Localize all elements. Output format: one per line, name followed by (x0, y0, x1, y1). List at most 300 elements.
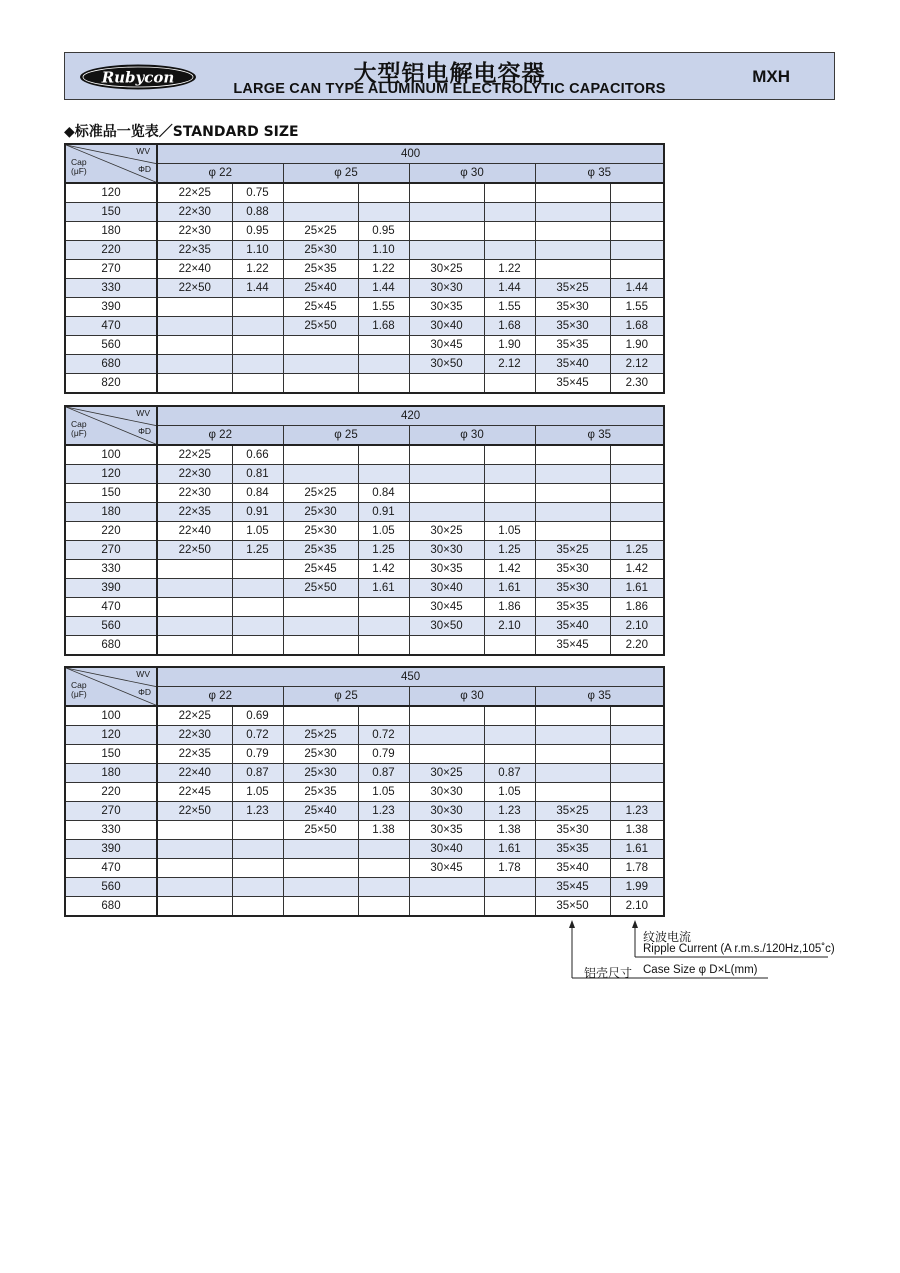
ripple-current-cell: 1.44 (610, 279, 664, 298)
ripple-current-cell (232, 821, 283, 840)
diameter-header: φ 35 (535, 164, 664, 184)
table-row (65, 279, 664, 298)
case-size-cell: 22×50 (157, 279, 232, 298)
capacitance-cell: 470 (65, 598, 157, 617)
cap-label: Cap (μF) (71, 680, 87, 699)
capacitance-cell: 100 (65, 445, 157, 465)
capacitance-cell: 120 (65, 465, 157, 484)
table-row (65, 560, 664, 579)
ripple-current-cell: 0.91 (358, 503, 409, 522)
capacitance-cell: 330 (65, 560, 157, 579)
diameter-header: φ 35 (535, 426, 664, 446)
case-size-cell (535, 222, 610, 241)
diameter-label: ΦD (138, 164, 151, 174)
case-size-cell: 25×25 (283, 222, 358, 241)
capacitance-cell: 390 (65, 840, 157, 859)
case-size-cell: 22×25 (157, 445, 232, 465)
ripple-current-cell (484, 636, 535, 656)
ripple-current-cell: 1.05 (484, 522, 535, 541)
case-size-cell (283, 897, 358, 917)
ripple-current-cell: 1.55 (358, 298, 409, 317)
ripple-current-cell: 0.84 (232, 484, 283, 503)
case-size-label-en: Case Size φ D×L(mm) (643, 964, 758, 976)
case-size-cell (157, 336, 232, 355)
capacitance-cell: 390 (65, 298, 157, 317)
case-size-cell: 30×45 (409, 336, 484, 355)
ripple-current-cell: 0.75 (232, 183, 283, 203)
table-row (65, 617, 664, 636)
case-size-cell: 30×25 (409, 260, 484, 279)
table-row (65, 802, 664, 821)
ripple-current-cell: 1.86 (484, 598, 535, 617)
ripple-current-cell (358, 598, 409, 617)
ripple-current-cell: 1.90 (610, 336, 664, 355)
case-size-cell: 30×30 (409, 802, 484, 821)
ripple-current-cell: 0.88 (232, 203, 283, 222)
case-size-cell (283, 445, 358, 465)
ripple-current-cell (610, 203, 664, 222)
case-size-cell (409, 636, 484, 656)
table-row (65, 298, 664, 317)
ripple-current-cell (610, 445, 664, 465)
diameter-label: ΦD (138, 687, 151, 697)
logo-text: Rubycon (101, 68, 175, 87)
case-size-cell: 25×30 (283, 503, 358, 522)
case-size-cell (535, 260, 610, 279)
ripple-current-cell: 1.42 (610, 560, 664, 579)
case-size-cell (283, 878, 358, 897)
ripple-current-cell (358, 636, 409, 656)
case-size-cell (535, 465, 610, 484)
ripple-current-cell (484, 897, 535, 917)
ripple-current-cell: 1.44 (358, 279, 409, 298)
ripple-current-cell: 1.42 (358, 560, 409, 579)
ripple-current-cell (232, 336, 283, 355)
capacitance-cell: 470 (65, 859, 157, 878)
wv-value: 420 (157, 406, 664, 426)
table-row (65, 183, 664, 203)
ripple-current-cell: 1.61 (358, 579, 409, 598)
ripple-current-cell (484, 878, 535, 897)
ripple-current-cell (358, 445, 409, 465)
spec-table-420v (64, 405, 665, 656)
case-size-arrow-icon (569, 920, 575, 928)
ripple-current-cell: 1.23 (232, 802, 283, 821)
ripple-current-cell: 0.79 (358, 745, 409, 764)
ripple-current-cell (610, 222, 664, 241)
ripple-current-cell: 0.69 (232, 706, 283, 726)
case-size-cell (283, 374, 358, 394)
table-row (65, 840, 664, 859)
ripple-current-cell (358, 465, 409, 484)
ripple-current-cell: 1.44 (232, 279, 283, 298)
diameter-header: φ 22 (157, 687, 283, 707)
case-size-cell: 35×35 (535, 336, 610, 355)
case-size-cell: 25×40 (283, 279, 358, 298)
case-size-cell: 25×30 (283, 241, 358, 260)
case-size-cell: 30×40 (409, 840, 484, 859)
case-size-cell (535, 726, 610, 745)
ripple-current-cell (358, 203, 409, 222)
ripple-current-cell (358, 336, 409, 355)
case-size-cell: 30×30 (409, 783, 484, 802)
case-size-cell: 22×35 (157, 503, 232, 522)
ripple-current-cell (484, 445, 535, 465)
ripple-current-cell: 0.87 (232, 764, 283, 783)
table-row (65, 484, 664, 503)
corner-header (65, 406, 157, 445)
diameter-header: φ 25 (283, 426, 409, 446)
ripple-current-cell: 0.72 (358, 726, 409, 745)
ripple-current-cell: 1.61 (484, 840, 535, 859)
case-size-cell: 25×45 (283, 560, 358, 579)
ripple-current-cell (232, 878, 283, 897)
case-size-cell: 30×40 (409, 317, 484, 336)
ripple-current-cell: 1.42 (484, 560, 535, 579)
ripple-current-cell (610, 183, 664, 203)
case-size-cell (409, 878, 484, 897)
capacitance-cell: 150 (65, 203, 157, 222)
capacitance-cell: 820 (65, 374, 157, 394)
ripple-current-cell (610, 241, 664, 260)
capacitance-cell: 120 (65, 183, 157, 203)
capacitance-cell: 330 (65, 821, 157, 840)
diameter-label: ΦD (138, 426, 151, 436)
case-size-cell (535, 183, 610, 203)
capacitance-cell: 270 (65, 260, 157, 279)
ripple-current-cell (358, 374, 409, 394)
ripple-current-cell: 2.10 (610, 897, 664, 917)
ripple-current-cell (232, 859, 283, 878)
table-row (65, 541, 664, 560)
ripple-current-cell (610, 522, 664, 541)
case-size-cell (409, 241, 484, 260)
capacitance-cell: 150 (65, 484, 157, 503)
title-chinese: 大型铝电解电容器 (353, 61, 546, 87)
case-size-cell: 25×35 (283, 783, 358, 802)
case-size-cell (409, 897, 484, 917)
case-size-cell: 35×30 (535, 560, 610, 579)
ripple-current-cell: 1.25 (484, 541, 535, 560)
case-size-cell: 35×40 (535, 617, 610, 636)
ripple-current-cell: 1.99 (610, 878, 664, 897)
table-row (65, 465, 664, 484)
ripple-current-cell: 1.23 (358, 802, 409, 821)
case-size-cell: 35×45 (535, 878, 610, 897)
case-size-cell: 22×40 (157, 764, 232, 783)
capacitance-cell: 180 (65, 503, 157, 522)
ripple-current-cell: 1.25 (358, 541, 409, 560)
case-size-cell: 25×30 (283, 745, 358, 764)
ripple-current-cell (484, 203, 535, 222)
capacitance-cell: 220 (65, 522, 157, 541)
table-row (65, 878, 664, 897)
ripple-current-cell: 1.10 (358, 241, 409, 260)
case-size-cell: 22×25 (157, 706, 232, 726)
case-size-cell: 22×50 (157, 541, 232, 560)
case-size-cell: 25×25 (283, 726, 358, 745)
case-size-cell (535, 522, 610, 541)
case-size-cell (409, 203, 484, 222)
case-size-cell: 22×35 (157, 745, 232, 764)
ripple-arrow-icon (632, 920, 638, 928)
capacitance-cell: 120 (65, 726, 157, 745)
ripple-current-cell: 2.30 (610, 374, 664, 394)
table-row (65, 859, 664, 878)
ripple-current-cell: 2.12 (610, 355, 664, 374)
ripple-current-cell: 0.95 (232, 222, 283, 241)
capacitance-cell: 680 (65, 897, 157, 917)
case-size-cell: 30×30 (409, 541, 484, 560)
corner-header (65, 667, 157, 706)
ripple-current-cell: 1.05 (232, 522, 283, 541)
case-size-cell (157, 355, 232, 374)
case-size-cell (283, 355, 358, 374)
title-english: LARGE CAN TYPE ALUMINUM ELECTROLYTIC CAPACITORS (233, 81, 666, 97)
ripple-current-cell (484, 484, 535, 503)
capacitance-cell: 220 (65, 241, 157, 260)
case-size-cell (157, 897, 232, 917)
case-size-cell: 30×25 (409, 764, 484, 783)
diameter-header: φ 22 (157, 426, 283, 446)
table-row (65, 897, 664, 917)
ripple-current-cell (232, 897, 283, 917)
case-size-cell (409, 726, 484, 745)
ripple-current-cell (484, 465, 535, 484)
case-size-cell (535, 241, 610, 260)
case-size-cell: 22×30 (157, 222, 232, 241)
diameter-header: φ 25 (283, 164, 409, 184)
ripple-current-cell: 1.05 (232, 783, 283, 802)
case-size-cell (283, 636, 358, 656)
case-size-cell: 35×25 (535, 802, 610, 821)
capacitance-cell: 560 (65, 617, 157, 636)
case-size-cell: 35×45 (535, 374, 610, 394)
case-size-cell (283, 840, 358, 859)
table-row (65, 503, 664, 522)
table-row (65, 203, 664, 222)
ripple-current-cell: 0.91 (232, 503, 283, 522)
ripple-current-cell: 1.22 (484, 260, 535, 279)
capacitance-cell: 180 (65, 764, 157, 783)
case-size-cell (409, 745, 484, 764)
ripple-current-cell (610, 484, 664, 503)
cap-label: Cap (μF) (71, 419, 87, 438)
case-size-cell: 22×40 (157, 522, 232, 541)
case-size-cell (283, 336, 358, 355)
case-size-cell: 30×35 (409, 821, 484, 840)
spec-table-400v (64, 143, 665, 394)
table-row (65, 783, 664, 802)
ripple-current-cell: 1.55 (484, 298, 535, 317)
case-size-cell (157, 317, 232, 336)
capacitance-cell: 270 (65, 802, 157, 821)
case-size-cell: 35×35 (535, 840, 610, 859)
ripple-current-cell (358, 878, 409, 897)
ripple-current-cell: 1.55 (610, 298, 664, 317)
ripple-current-cell: 1.05 (358, 783, 409, 802)
ripple-current-cell (484, 503, 535, 522)
case-size-cell: 22×30 (157, 465, 232, 484)
ripple-current-cell: 0.72 (232, 726, 283, 745)
case-size-cell: 30×50 (409, 617, 484, 636)
ripple-current-cell: 0.87 (484, 764, 535, 783)
ripple-current-cell: 1.23 (610, 802, 664, 821)
ripple-current-cell: 1.61 (610, 840, 664, 859)
cap-label: Cap (μF) (71, 157, 87, 176)
ripple-current-cell (610, 503, 664, 522)
page-header (64, 52, 835, 100)
ripple-current-cell (610, 465, 664, 484)
ripple-current-cell: 1.78 (610, 859, 664, 878)
table-row (65, 445, 664, 465)
ripple-current-cell (232, 598, 283, 617)
case-size-cell (157, 821, 232, 840)
ripple-current-cell: 0.79 (232, 745, 283, 764)
case-size-cell: 22×50 (157, 802, 232, 821)
ripple-current-cell (232, 374, 283, 394)
case-size-cell: 30×45 (409, 598, 484, 617)
ripple-current-cell: 1.38 (358, 821, 409, 840)
table-row (65, 355, 664, 374)
ripple-current-cell (232, 560, 283, 579)
case-size-cell (535, 706, 610, 726)
diameter-header: φ 25 (283, 687, 409, 707)
case-size-cell (535, 445, 610, 465)
case-size-cell (157, 598, 232, 617)
ripple-current-cell: 1.38 (484, 821, 535, 840)
ripple-current-cell: 1.78 (484, 859, 535, 878)
case-size-cell: 35×40 (535, 355, 610, 374)
ripple-current-cell: 1.22 (358, 260, 409, 279)
case-size-cell (535, 484, 610, 503)
table-row (65, 579, 664, 598)
diameter-header: φ 30 (409, 426, 535, 446)
ripple-current-cell (358, 355, 409, 374)
case-size-cell (157, 859, 232, 878)
section-title: ◆标准品一览表／STANDARD SIZE (64, 124, 299, 140)
ripple-label-en: Ripple Current (A r.m.s./120Hz,105˚c) (643, 943, 835, 955)
ripple-current-cell (610, 706, 664, 726)
case-size-cell: 35×30 (535, 317, 610, 336)
case-size-cell: 30×30 (409, 279, 484, 298)
case-size-cell: 35×45 (535, 636, 610, 656)
case-size-cell: 30×35 (409, 298, 484, 317)
case-size-cell: 25×30 (283, 522, 358, 541)
ripple-current-cell (484, 183, 535, 203)
ripple-current-cell: 1.25 (232, 541, 283, 560)
case-size-cell (157, 617, 232, 636)
capacitance-cell: 100 (65, 706, 157, 726)
ripple-current-cell: 1.10 (232, 241, 283, 260)
ripple-current-cell (484, 726, 535, 745)
case-size-cell (157, 560, 232, 579)
ripple-current-cell (484, 374, 535, 394)
ripple-current-cell: 2.20 (610, 636, 664, 656)
case-size-cell: 35×50 (535, 897, 610, 917)
ripple-current-cell (232, 617, 283, 636)
ripple-current-cell (484, 241, 535, 260)
table-row (65, 260, 664, 279)
ripple-current-cell: 1.22 (232, 260, 283, 279)
ripple-current-cell: 2.10 (484, 617, 535, 636)
ripple-current-cell: 1.86 (610, 598, 664, 617)
case-size-cell: 22×30 (157, 484, 232, 503)
ripple-current-cell: 0.66 (232, 445, 283, 465)
ripple-current-cell: 1.61 (610, 579, 664, 598)
ripple-current-cell: 1.90 (484, 336, 535, 355)
spec-table-450v (64, 666, 665, 917)
case-size-cell: 35×30 (535, 821, 610, 840)
case-size-cell (283, 203, 358, 222)
capacitance-cell: 560 (65, 878, 157, 897)
ripple-current-cell: 1.05 (484, 783, 535, 802)
case-size-cell (157, 840, 232, 859)
case-size-label-cn: 铝壳尺寸 (584, 966, 633, 980)
case-size-cell (409, 484, 484, 503)
case-size-cell (535, 764, 610, 783)
ripple-current-cell: 0.81 (232, 465, 283, 484)
ripple-current-cell (610, 783, 664, 802)
case-size-cell: 30×50 (409, 355, 484, 374)
ripple-current-cell (484, 706, 535, 726)
case-size-cell: 25×35 (283, 541, 358, 560)
capacitance-cell: 220 (65, 783, 157, 802)
ripple-current-cell (610, 260, 664, 279)
capacitance-cell: 180 (65, 222, 157, 241)
table-row (65, 706, 664, 726)
ripple-current-cell (610, 745, 664, 764)
ripple-current-cell: 1.23 (484, 802, 535, 821)
ripple-current-cell (232, 579, 283, 598)
ripple-current-cell: 1.68 (610, 317, 664, 336)
case-size-cell: 25×30 (283, 764, 358, 783)
case-size-cell: 25×45 (283, 298, 358, 317)
case-size-cell (409, 503, 484, 522)
ripple-current-cell (232, 636, 283, 656)
case-size-cell: 25×40 (283, 802, 358, 821)
case-size-cell: 25×35 (283, 260, 358, 279)
case-size-cell: 22×35 (157, 241, 232, 260)
case-size-cell: 25×50 (283, 579, 358, 598)
ripple-current-cell: 0.84 (358, 484, 409, 503)
case-size-cell: 25×50 (283, 317, 358, 336)
case-size-cell (283, 859, 358, 878)
series-code: MXH (752, 67, 790, 86)
ripple-current-cell (484, 745, 535, 764)
wv-value: 450 (157, 667, 664, 687)
case-size-cell (283, 706, 358, 726)
case-size-cell (157, 298, 232, 317)
case-size-cell (535, 745, 610, 764)
capacitance-cell: 270 (65, 541, 157, 560)
case-size-cell (409, 374, 484, 394)
ripple-current-cell (358, 617, 409, 636)
case-size-cell: 22×30 (157, 726, 232, 745)
case-size-cell: 22×40 (157, 260, 232, 279)
case-size-cell: 35×30 (535, 579, 610, 598)
wv-value: 400 (157, 144, 664, 164)
case-size-cell (535, 203, 610, 222)
case-size-cell (535, 503, 610, 522)
diameter-header: φ 30 (409, 687, 535, 707)
case-size-cell (283, 465, 358, 484)
case-size-cell: 30×25 (409, 522, 484, 541)
table-row (65, 336, 664, 355)
capacitance-cell: 150 (65, 745, 157, 764)
case-size-cell: 35×35 (535, 598, 610, 617)
case-size-cell (535, 783, 610, 802)
